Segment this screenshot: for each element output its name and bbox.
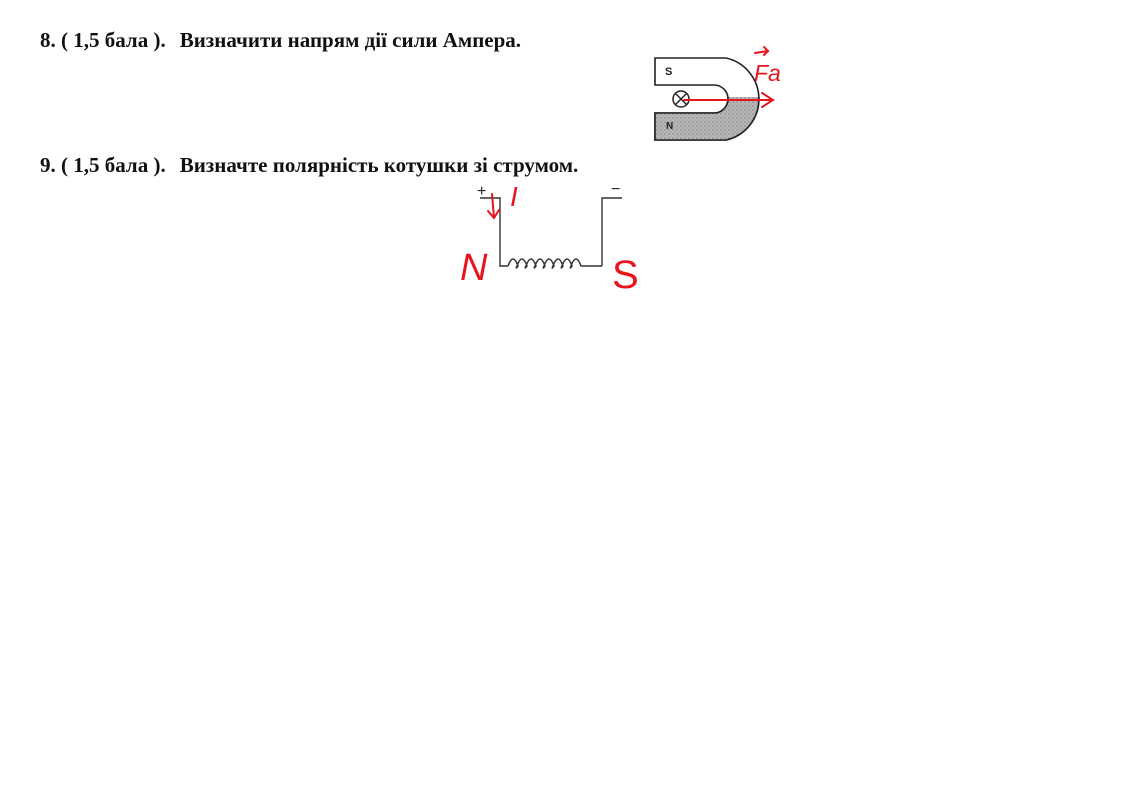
question-points: ( 1,5 бала ). (61, 28, 166, 52)
coil-windings (508, 259, 602, 268)
question-text: Визначити напрям дії сили Ампера. (179, 28, 522, 52)
current-label: I (510, 181, 518, 212)
question-points: ( 1,5 бала ). (61, 153, 166, 177)
horseshoe-magnet-figure (640, 45, 800, 145)
coil-figure (450, 178, 650, 298)
plus-terminal-label: + (477, 183, 487, 200)
pole-n-label: N (666, 121, 674, 132)
question-number: 8. (40, 28, 56, 52)
question-8 (40, 28, 521, 53)
south-pole-answer: S (612, 253, 639, 297)
pole-s-label: S (665, 66, 673, 78)
question-text: Визначте полярність котушки зі струмом. (179, 153, 579, 177)
north-pole-answer: N (460, 247, 488, 289)
question-number: 9. (40, 153, 56, 177)
force-label: Fa (754, 60, 781, 86)
question-9 (40, 153, 578, 178)
minus-terminal-label: − (611, 181, 621, 198)
